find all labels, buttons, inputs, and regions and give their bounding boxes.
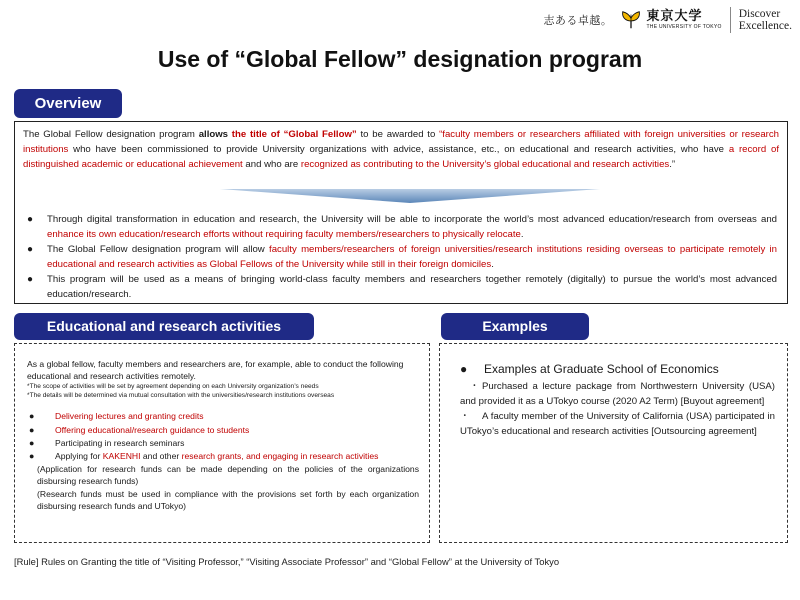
discover-line-1: Discover (738, 8, 781, 20)
overview-bullet (23, 242, 777, 272)
header-branding (543, 6, 792, 34)
text-run: faculty members/researchers of foreign universities/research institutions residing overseas to participate remotely in educational and research activities as Global Fellows of the University while still in their foreign domiciles (47, 244, 778, 270)
text-run: enhance its own education/research efforts without requiring faculty members/researchers to physically relocate (47, 229, 521, 240)
example-item (460, 409, 775, 439)
overview-bullet (23, 272, 777, 302)
text-run: and who are (242, 159, 301, 170)
overview-bullet-list (23, 212, 777, 302)
bullet-icon: ● (27, 274, 34, 285)
header-divider (730, 7, 731, 33)
education-note: *The details will be determined via mutual consultation with the universities/research institutions overseas (27, 392, 335, 400)
university-ginkgo-logo-icon (620, 9, 642, 31)
education-panel (14, 343, 430, 543)
examples-heading (460, 362, 775, 377)
activity-item (27, 450, 419, 462)
activity-item (27, 424, 419, 436)
funding-note: (Research funds must be used in compliance with the provisions set forth by each organization disbursing research funds and UTokyo) (37, 488, 419, 511)
activity-item (27, 410, 419, 422)
discover-line-2: Excellence. (738, 20, 792, 32)
tagline: 志ある卓越。 (543, 14, 613, 27)
bullet-icon: ● (29, 424, 35, 435)
overview-panel (14, 121, 788, 304)
rule-footnote: [Rule] Rules on Granting the title of “Visiting Professor,” “Visiting Associate Professor” and “Global Fellow” at the University of Tokyo (14, 556, 560, 567)
university-name-en: THE UNIVERSITY OF TOKYO (646, 24, 722, 30)
bullet-icon: ● (460, 362, 468, 376)
overview-bullet-text (47, 244, 777, 270)
bullet-icon: ● (27, 214, 34, 225)
text-run: research grants, and engaging in research activities (181, 451, 379, 462)
text-run: to be awarded to (356, 129, 440, 140)
university-wordmark (646, 10, 721, 30)
text-run: the title of “Global Fellow” (231, 129, 357, 140)
text-run: . (520, 229, 524, 240)
education-tab: Educational and research activities (14, 313, 314, 340)
examples-tab: Examples (441, 313, 589, 340)
example-text: A faculty member of the University of California (USA) participated in UTokyo’s educational and research activities [Outsourcing agreement] (460, 411, 775, 437)
text-run: allows (198, 129, 232, 140)
activity-text (55, 451, 378, 461)
overview-bullet-text (47, 274, 777, 300)
bullet-icon: ● (27, 244, 34, 255)
university-name-jp: 東京大学 (646, 9, 703, 24)
text-run: Delivering lectures and granting credits (55, 411, 204, 422)
funding-note: (Application for research funds can be made depending on the policies of the organizations disbursing research funds) (37, 464, 419, 487)
text-run: and other (140, 451, 182, 462)
education-intro: As a global fellow, faculty members and researchers are, for example, able to conduct the following educational and research activities remotely. (27, 359, 404, 382)
middle-dot-icon: ・ (460, 411, 470, 422)
text-run: Through digital transformation in education and research, the University will be able to incorporate the world’s most advanced education/research from overseas and (47, 214, 777, 225)
text-run: who have been commissioned to provide University organizations with advice, assistance, etc., on educational and research activities, who have (68, 144, 729, 155)
activity-item (27, 437, 419, 449)
activity-text (55, 425, 249, 435)
education-note: *The scope of activities will be set by agreement depending on each University organization’s needs (27, 383, 319, 391)
education-activity-list (27, 410, 419, 462)
text-run: The Global Fellow designation program will allow (47, 244, 270, 255)
example-item (460, 379, 775, 409)
activity-text (55, 411, 204, 421)
text-run: recognized as contributing to the University’s global educational and research activities (300, 159, 670, 170)
overview-bullet-text (47, 214, 777, 240)
text-run: “faculty members or researchers affiliated with foreign universities or research institutions (23, 129, 779, 155)
text-run: KAKENHI (102, 451, 141, 462)
bullet-icon: ● (29, 451, 35, 462)
bullet-icon: ● (29, 437, 35, 448)
down-arrow-icon (220, 189, 600, 203)
examples-heading-text: Examples at Graduate School of Economics (484, 362, 719, 376)
text-run: This program will be used as a means of bringing world-class faculty members and researchers together remotely (digitally) to pursue the world’s most advanced education/research. (47, 274, 777, 300)
page-title: Use of “Global Fellow” designation program (157, 46, 643, 72)
activity-text (55, 438, 184, 448)
middle-dot-icon: ・ (460, 381, 480, 392)
example-text: Purchased a lecture package from Northwestern University (USA) and provided it as a UTokyo course (2020 A2 Term) [Buyout agreement] (460, 381, 775, 407)
text-run: Applying for (55, 451, 103, 462)
text-run: a record of distinguished academic or educational achievement (23, 144, 779, 170)
examples-panel (439, 343, 788, 543)
text-run: Participating in research seminars (55, 437, 185, 448)
text-run: .” (669, 159, 676, 170)
text-run: Offering educational/research guidance to students (55, 424, 250, 435)
text-run: The Global Fellow designation program (23, 129, 199, 140)
text-run: . (491, 259, 494, 270)
overview-tab: Overview (14, 89, 122, 118)
overview-intro (23, 127, 779, 172)
bullet-icon: ● (29, 411, 35, 422)
discover-excellence-slogan (739, 8, 792, 32)
overview-bullet (23, 212, 777, 242)
